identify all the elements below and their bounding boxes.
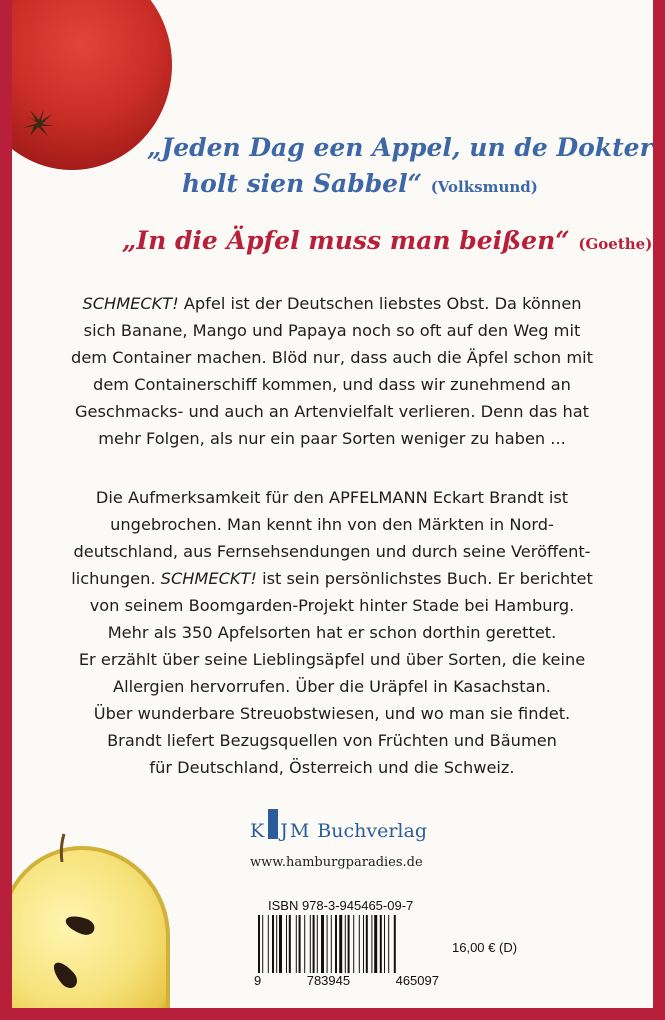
quote-volksmund <box>12 130 653 205</box>
barcode-bar <box>394 915 396 973</box>
barcode-bar <box>310 915 311 973</box>
blurb-line: deutschland, aus Fernsehsendungen und durch seine Veröffent- <box>73 542 591 561</box>
barcode-bar <box>289 915 291 973</box>
barcode-bar <box>304 915 305 973</box>
blurb-line: Die Aufmerksamkeit für den APFELMANN Eckart Brandt ist <box>95 488 569 507</box>
blurb-line: Allergien hervorrufen. Über die Uräpfel in Kasachstan. <box>113 677 551 696</box>
logo-k: K <box>250 820 267 842</box>
blurb-line: dem Container machen. Blöd nur, dass auch die Äpfel schon mit <box>71 348 593 367</box>
barcode-bar <box>258 915 260 973</box>
barcode-bar <box>313 915 315 973</box>
barcode-bar <box>262 915 263 973</box>
blurb-line <box>32 565 632 592</box>
barcode-bar <box>331 915 332 973</box>
price: 16,00 € (D) <box>452 940 518 955</box>
barcode-bar <box>268 915 269 973</box>
logo-j-mark <box>268 809 278 839</box>
barcode-bar <box>366 915 368 973</box>
blurb-line-rest: ist sein persönlichstes Buch. Er berichtet <box>256 569 593 588</box>
barcode-bar <box>353 915 354 973</box>
blurb-line: Geschmacks- und auch an Artenvielfalt verlieren. Denn das hat <box>74 402 589 421</box>
quote2-source: (Goethe) <box>578 235 653 253</box>
book-title-inline: SCHMECKT! <box>160 569 257 588</box>
quote2-text: „In die Äpfel muss man beißen“ <box>122 226 570 255</box>
barcode-bar <box>321 915 324 973</box>
blurb-line <box>32 290 632 317</box>
barcode-bar <box>339 915 342 973</box>
publisher-name: Buchverlag <box>317 820 428 842</box>
barcode-bar <box>388 915 389 973</box>
blurb-line: dem Containerschiff kommen, und dass wir zunehmend an <box>93 375 571 394</box>
apple-stem-icon <box>52 832 72 862</box>
blurb-paragraph-2 <box>32 484 632 781</box>
blurb-line: für Deutschland, Österreich und die Schweiz. <box>149 758 515 777</box>
barcode-bar <box>335 915 337 973</box>
publisher-url: www.hamburgparadies.de <box>250 855 423 870</box>
logo-j: J <box>280 820 290 842</box>
blurb-paragraph-1 <box>32 290 632 452</box>
blurb-line: Brandt liefert Bezugsquellen von Früchten und Bäumen <box>107 731 557 750</box>
barcode-bar <box>384 915 385 973</box>
barcode-bar <box>327 915 328 973</box>
barcode <box>254 915 439 975</box>
blurb-line: sich Banane, Mango und Papaya noch so oft auf den Weg mit <box>83 321 581 340</box>
barcode-digits-left: 783945 <box>306 973 351 988</box>
quote-goethe <box>122 226 652 255</box>
barcode-bar <box>279 915 282 973</box>
blurb-line: ungebrochen. Man kennt ihn von den Märkten in Nord- <box>110 515 554 534</box>
blurb-line-rest: Apfel ist der Deutschen liebstes Obst. Da können <box>178 294 582 313</box>
barcode-digits <box>254 973 439 988</box>
barcode-bar <box>371 915 372 973</box>
barcode-bar <box>345 915 346 973</box>
barcode-digit-lead: 9 <box>254 973 262 988</box>
publisher-logo <box>250 812 427 842</box>
barcode-bar <box>286 915 287 973</box>
blurb-line: Über wunderbare Streuobstwiesen, und wo man sie findet. <box>93 704 571 723</box>
book-title-inline: SCHMECKT! <box>82 294 179 313</box>
barcode-digits-right: 465097 <box>395 973 439 988</box>
blurb-line: Mehr als 350 Apfelsorten hat er schon dorthin gerettet. <box>107 623 557 642</box>
quote1-line2: holt sien Sabbel“ <box>182 169 422 198</box>
blurb-line-start: lichungen. <box>71 569 161 588</box>
barcode-bar <box>363 915 364 973</box>
barcode-bar <box>359 915 360 973</box>
blurb-line: mehr Folgen, als nur ein paar Sorten weniger zu haben ... <box>98 429 566 448</box>
barcode-bar <box>317 915 318 973</box>
barcode-bar <box>348 915 350 973</box>
quote1-source: (Volksmund) <box>430 178 538 196</box>
blurb-line: Er erzählt über seine Lieblingsäpfel und über Sorten, die keine <box>78 650 586 669</box>
barcode-bar <box>374 915 377 973</box>
logo-m: M <box>289 820 312 842</box>
isbn-text: ISBN 978-3-945465-09-7 <box>268 898 414 913</box>
back-cover <box>12 0 653 1008</box>
barcode-bar <box>276 915 277 973</box>
barcode-bar <box>296 915 297 973</box>
quote1-line1: „Jeden Dag een Appel, un de Dokter <box>147 133 653 162</box>
barcode-bar <box>272 915 274 973</box>
barcode-bar <box>299 915 301 973</box>
blurb-line: von seinem Boomgarden-Projekt hinter Stade bei Hamburg. <box>89 596 575 615</box>
barcode-bar <box>380 915 382 973</box>
